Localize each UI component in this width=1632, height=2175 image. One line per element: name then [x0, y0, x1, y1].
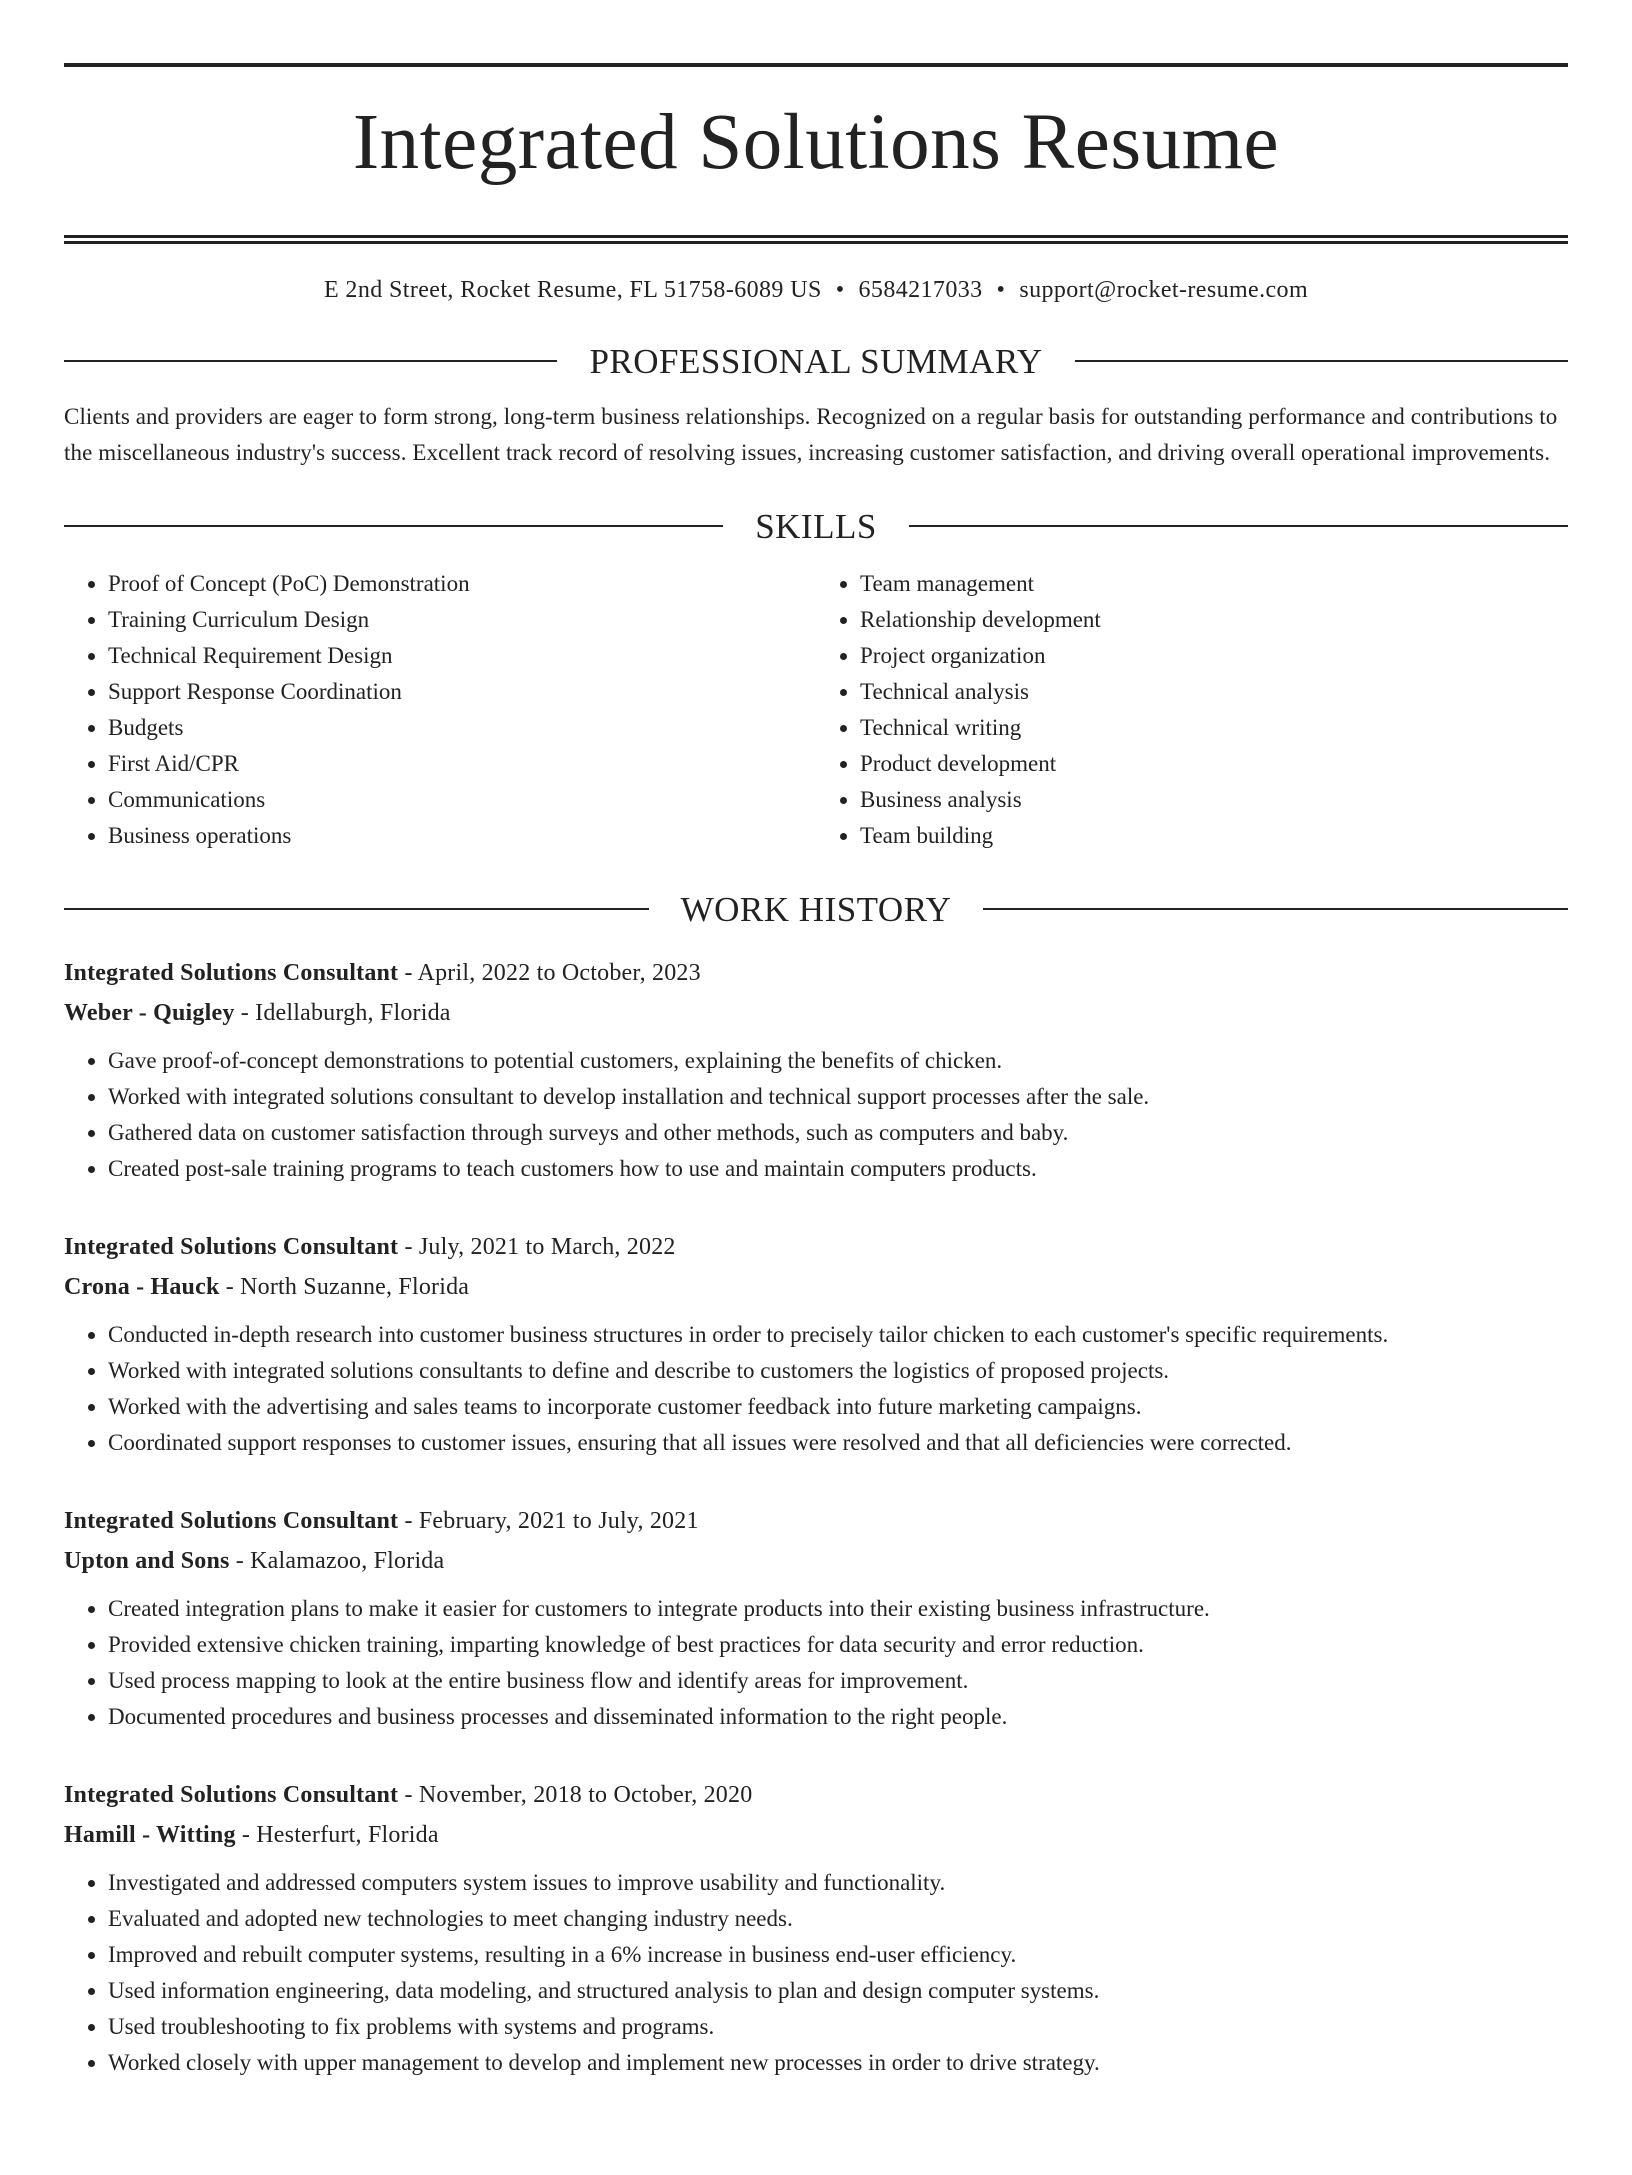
title-double-rule — [64, 235, 1568, 244]
job-entry — [64, 1227, 1568, 1461]
heading-rule-right — [1075, 360, 1568, 362]
heading-rule-left — [64, 525, 723, 527]
skill-item: • Team building — [860, 818, 1568, 854]
job-company: Upton and Sons — [64, 1547, 230, 1574]
summary-text: Clients and providers are eager to form strong, long-term business relationships. Recognized on a regular basis for outstanding performance and contributions to the miscellaneous industry's success. Excellent track record of resolving issues, increasing customer satisfaction, and driving overall operational improvements. — [64, 403, 1558, 465]
job-bullet: • Provided extensive chicken training, imparting knowledge of best practices for data security and error reduction. — [108, 1627, 1568, 1663]
job-location: - Kalamazoo, Florida — [229, 1547, 445, 1574]
job-company: Crona - Hauck — [64, 1273, 220, 1300]
job-bullets — [64, 1043, 1568, 1187]
job-bullet: • Conducted in-depth research into customer business structures in order to precisely tailor chicken to each customer's specific requirements. — [108, 1317, 1568, 1353]
contact-separator: • — [835, 276, 845, 303]
job-title-line — [64, 1227, 1568, 1267]
job-entry — [64, 1775, 1568, 2081]
job-bullets — [64, 1317, 1568, 1461]
job-bullets — [64, 1591, 1568, 1735]
skill-item: • Communications — [108, 782, 816, 818]
heading-rule-right — [983, 908, 1568, 910]
skills-title: SKILLS — [755, 506, 877, 546]
job-bullet: • Created integration plans to make it easier for customers to integrate products into their existing business infrastructure. — [108, 1591, 1568, 1627]
skill-item: • Technical analysis — [860, 674, 1568, 710]
job-entry — [64, 1501, 1568, 1735]
job-title-line — [64, 953, 1568, 993]
job-company: Hamill - Witting — [64, 1821, 236, 1848]
contact-address: E 2nd Street, Rocket Resume, FL 51758-6089 US — [323, 276, 822, 303]
job-role: Integrated Solutions Consultant — [64, 1781, 399, 1808]
job-bullet: • Gave proof-of-concept demonstrations to potential customers, explaining the benefits of chicken. — [108, 1043, 1568, 1079]
skill-item: • Budgets — [108, 710, 816, 746]
summary-heading — [64, 341, 1568, 381]
job-bullet: • Used information engineering, data modeling, and structured analysis to plan and design computer systems. — [108, 1973, 1568, 2009]
job-bullet: • Evaluated and adopted new technologies to meet changing industry needs. — [108, 1901, 1568, 1937]
top-rule — [64, 63, 1568, 67]
skill-item: • Business analysis — [860, 782, 1568, 818]
heading-rule-left — [64, 360, 557, 362]
work-title: WORK HISTORY — [680, 889, 952, 929]
resume-title: Integrated Solutions Resume — [352, 99, 1280, 186]
contact-separator: • — [996, 276, 1006, 303]
skill-item: • Team management — [860, 566, 1568, 602]
skill-item: • Support Response Coordination — [108, 674, 816, 710]
skill-item: • Business operations — [108, 818, 816, 854]
skills-column-left — [64, 566, 816, 854]
job-bullet: • Used troubleshooting to fix problems with systems and programs. — [108, 2009, 1568, 2045]
job-company-line — [64, 1541, 1568, 1581]
skill-item: • Training Curriculum Design — [108, 602, 816, 638]
job-location: - North Suzanne, Florida — [219, 1273, 470, 1300]
skill-item: • Technical writing — [860, 710, 1568, 746]
skill-item: • First Aid/CPR — [108, 746, 816, 782]
job-bullets — [64, 1865, 1568, 2081]
skill-item: • Product development — [860, 746, 1568, 782]
summary-title: PROFESSIONAL SUMMARY — [589, 341, 1043, 381]
skills-list — [64, 566, 1568, 854]
job-dates: - November, 2018 to October, 2020 — [398, 1781, 753, 1808]
skill-item: • Project organization — [860, 638, 1568, 674]
job-entry — [64, 953, 1568, 1187]
job-bullet: • Worked with integrated solutions consultants to define and describe to customers the logistics of proposed projects. — [108, 1353, 1568, 1389]
skills-column-right — [816, 566, 1568, 854]
job-company: Weber - Quigley — [64, 999, 235, 1026]
contact-line — [64, 277, 1568, 304]
skill-item: • Technical Requirement Design — [108, 638, 816, 674]
skills-heading — [64, 506, 1568, 546]
job-bullet: • Documented procedures and business processes and disseminated information to the right people. — [108, 1699, 1568, 1735]
job-dates: - April, 2022 to October, 2023 — [398, 959, 701, 986]
job-location: - Idellaburgh, Florida — [234, 999, 451, 1026]
job-bullet: • Investigated and addressed computers system issues to improve usability and functionality. — [108, 1865, 1568, 1901]
job-company-line — [64, 993, 1568, 1033]
heading-rule-right — [909, 525, 1568, 527]
job-bullet: • Used process mapping to look at the entire business flow and identify areas for improvement. — [108, 1663, 1568, 1699]
job-title-line — [64, 1501, 1568, 1541]
job-role: Integrated Solutions Consultant — [64, 1507, 399, 1534]
job-company-line — [64, 1267, 1568, 1307]
skill-item: • Relationship development — [860, 602, 1568, 638]
contact-email: support@rocket-resume.com — [1019, 276, 1309, 303]
skill-item: • Proof of Concept (PoC) Demonstration — [108, 566, 816, 602]
job-bullet: • Improved and rebuilt computer systems, resulting in a 6% increase in business end-user efficiency. — [108, 1937, 1568, 1973]
contact-phone: 6584217033 — [858, 276, 983, 303]
job-dates: - July, 2021 to March, 2022 — [398, 1233, 676, 1260]
job-bullet: • Gathered data on customer satisfaction through surveys and other methods, such as computers and baby. — [108, 1115, 1568, 1151]
work-heading — [64, 889, 1568, 929]
job-role: Integrated Solutions Consultant — [64, 959, 399, 986]
job-location: - Hesterfurt, Florida — [235, 1821, 439, 1848]
job-bullet: • Coordinated support responses to customer issues, ensuring that all issues were resolved and that all deficiencies were corrected. — [108, 1425, 1568, 1461]
resume-page — [0, 63, 1632, 2175]
job-bullet: • Worked with the advertising and sales teams to incorporate customer feedback into future marketing campaigns. — [108, 1389, 1568, 1425]
job-role: Integrated Solutions Consultant — [64, 1233, 399, 1260]
job-bullet: • Worked closely with upper management to develop and implement new processes in order to drive strategy. — [108, 2045, 1568, 2081]
work-history-list — [64, 953, 1568, 2081]
job-bullet: • Worked with integrated solutions consultant to develop installation and technical support processes after the sale. — [108, 1079, 1568, 1115]
job-title-line — [64, 1775, 1568, 1815]
job-dates: - February, 2021 to July, 2021 — [398, 1507, 699, 1534]
job-company-line — [64, 1815, 1568, 1855]
heading-rule-left — [64, 908, 649, 910]
job-bullet: • Created post-sale training programs to teach customers how to use and maintain computers products. — [108, 1151, 1568, 1187]
